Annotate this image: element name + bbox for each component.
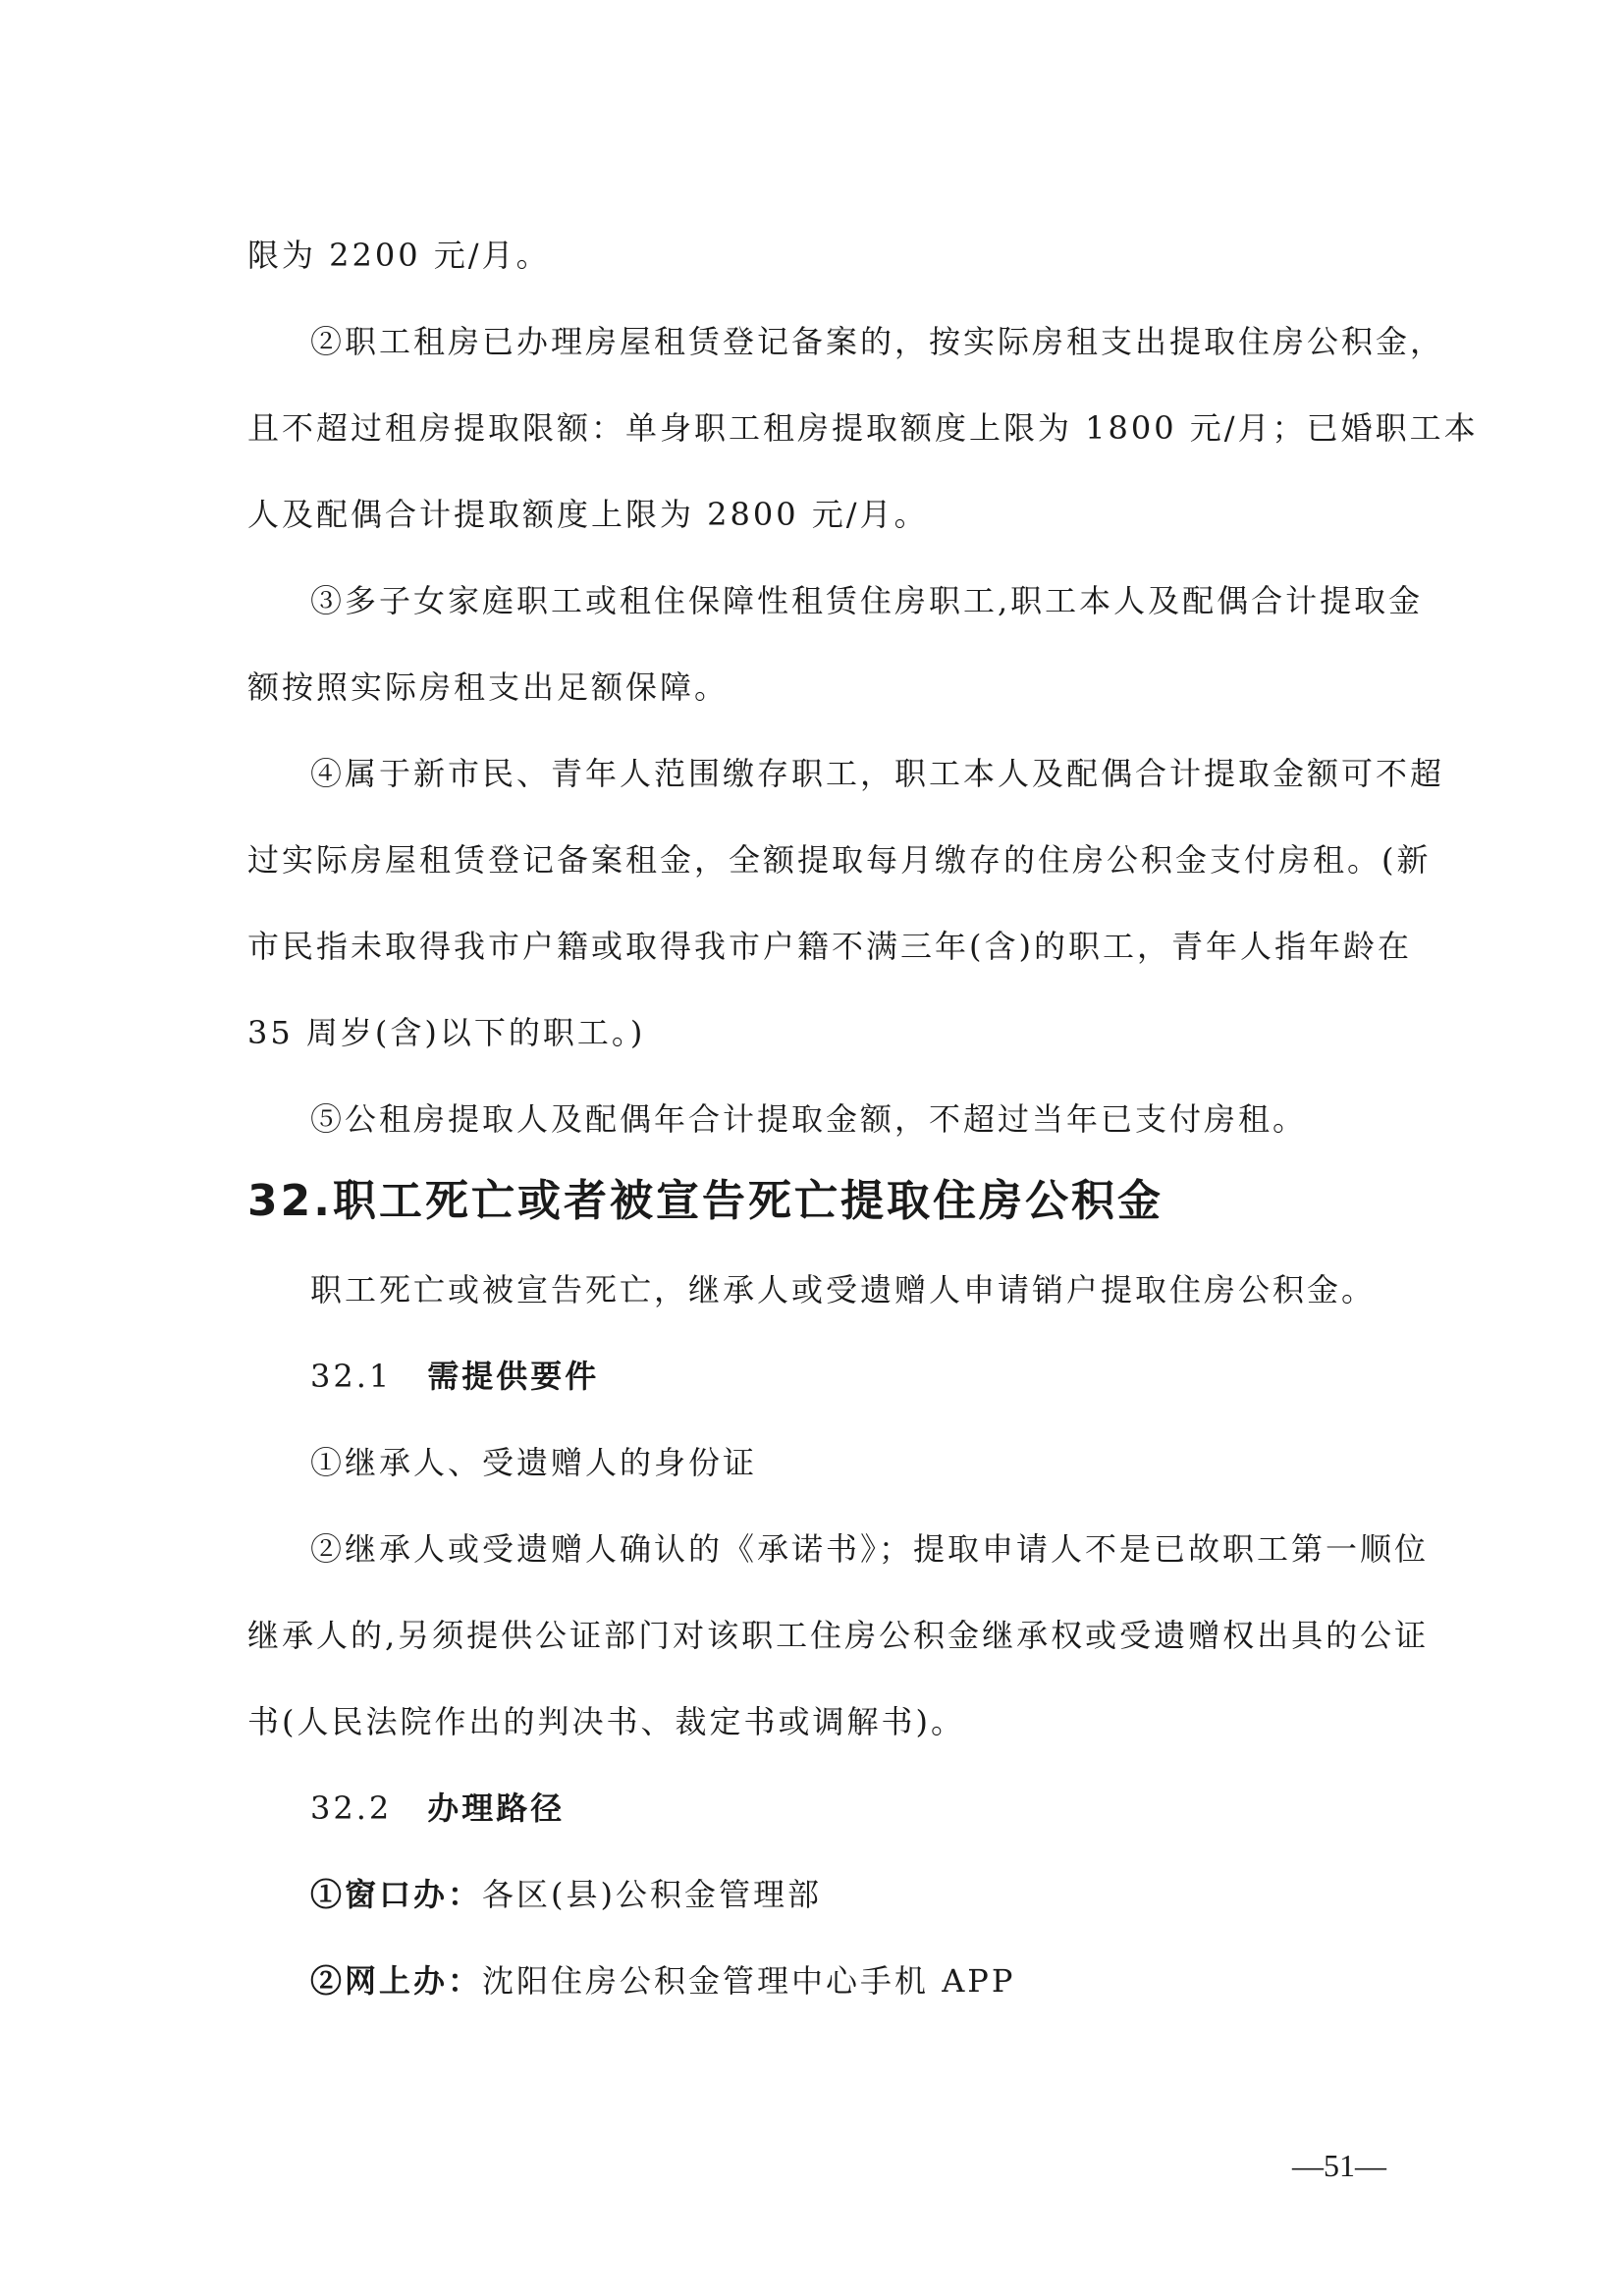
paragraph-line: 且不超过租房提取限额：单身职工租房提取额度上限为 1800 元/月；已婚职工本 [247, 409, 1479, 447]
requirement-line: 继承人的,另须提供公证部门对该职工住房公积金继承权或受遗赠权出具的公证 [247, 1617, 1430, 1654]
route-label: ①窗口办： [310, 1876, 483, 1913]
requirement-line: 书(人民法院作出的判决书、裁定书或调解书)。 [247, 1703, 965, 1740]
route-value: 各区(县)公积金管理部 [482, 1876, 822, 1913]
section-intro: 职工死亡或被宣告死亡，继承人或受遗赠人申请销户提取住房公积金。 [310, 1271, 1377, 1308]
paragraph-line: 过实际房屋租赁登记备案租金，全额提取每月缴存的住房公积金支付房租。(新 [247, 841, 1432, 879]
subsection-heading [310, 1355, 599, 1398]
section-heading: 32.职工死亡或者被宣告死亡提取住房公积金 [247, 1176, 1164, 1226]
requirement-item: ①继承人、受遗赠人的身份证 [310, 1444, 758, 1481]
paragraph-line: 额按照实际房租支出足额保障。 [247, 668, 730, 706]
route-item [310, 1873, 822, 1916]
subsection-title: 需提供要件 [427, 1358, 600, 1395]
page-number: —51— [1292, 2148, 1386, 2183]
paragraph-line: 限为 2200 元/月。 [247, 237, 551, 274]
paragraph-line: 人及配偶合计提取额度上限为 2800 元/月。 [247, 496, 929, 533]
requirement-line: ②继承人或受遗赠人确认的《承诺书》；提取申请人不是已故职工第一顺位 [310, 1530, 1430, 1568]
paragraph-line: ⑤公租房提取人及配偶年合计提取金额，不超过当年已支付房租。 [310, 1100, 1308, 1138]
route-value: 沈阳住房公积金管理中心手机 APP [482, 1962, 1016, 2000]
paragraph-line: 市民指未取得我市户籍或取得我市户籍不满三年(含)的职工，青年人指年龄在 [247, 928, 1412, 965]
paragraph-line: ③多子女家庭职工或租住保障性租赁住房职工,职工本人及配偶合计提取金 [310, 582, 1424, 619]
subsection-number: 32.1 [310, 1358, 393, 1395]
subsection-number: 32.2 [310, 1789, 393, 1827]
subsection-heading [310, 1787, 565, 1830]
route-item [310, 1959, 1015, 2002]
paragraph-line: ②职工租房已办理房屋租赁登记备案的，按实际房租支出提取住房公积金， [310, 323, 1445, 360]
route-label: ②网上办： [310, 1962, 483, 2000]
paragraph-line: 35 周岁(含)以下的职工。) [247, 1014, 646, 1051]
subsection-title: 办理路径 [427, 1789, 566, 1827]
paragraph-line: ④属于新市民、青年人范围缴存职工，职工本人及配偶合计提取金额可不超 [310, 755, 1445, 792]
